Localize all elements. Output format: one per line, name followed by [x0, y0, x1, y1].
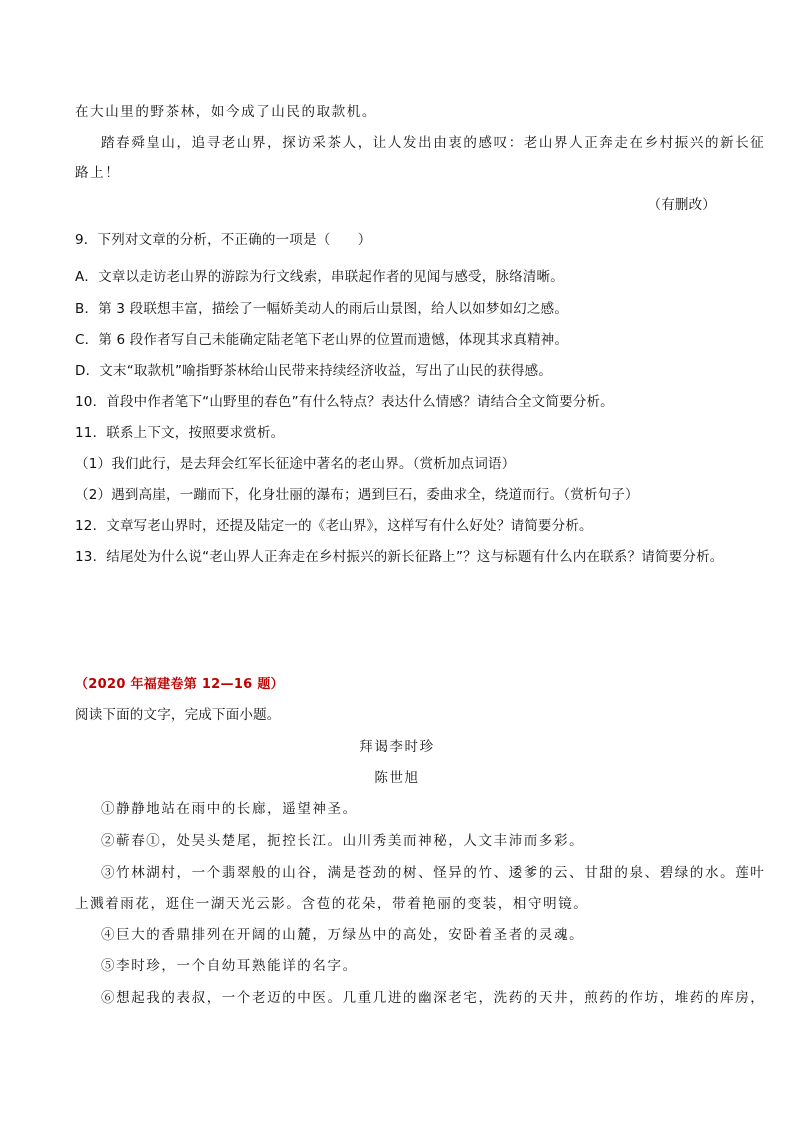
question-11-part-1: （1）我们此行，是去拜会红军长征途中著名的老山界。（赏析加点词语） — [75, 456, 516, 472]
question-12: 12．文章写老山界时，还提及陆定一的《老山界》，这样写有什么好处？请简要分析。 — [75, 518, 593, 534]
question-9: 9．下列对文章的分析，不正确的一项是（ ） — [75, 232, 372, 248]
paragraph-6-line-1: ⑥想起我的表叔，一个老迈的中医。几重几进的幽深老宅，洗药的天井，煎药的作坊，堆药的库房， — [101, 990, 766, 1006]
article-author: 陈世旭 — [374, 770, 420, 786]
passage-line: 在大山里的野茶林，如今成了山民的取款机。 — [75, 104, 377, 120]
reading-instruction: 阅读下面的文字，完成下面小题。 — [75, 707, 281, 723]
paragraph-1: ①静静地站在雨中的长廊，遥望神圣。 — [101, 801, 358, 817]
question-13: 13．结尾处为什么说“老山界人正奔走在乡村振兴的新长征路上”？这与标题有什么内在联系？请简要分析。 — [75, 549, 724, 565]
source-note: （有删改） — [647, 197, 716, 213]
article-title: 拜谒李时珍 — [359, 739, 435, 755]
passage-line: 路上！ — [75, 165, 121, 181]
section-source-tag: （2020 年福建卷第 12—16 题） — [75, 677, 284, 692]
option-c: C．第 6 段作者写自己未能确定陆老笔下老山界的位置而遗憾，体现其求真精神。 — [75, 332, 569, 348]
question-11: 11．联系上下文，按照要求赏析。 — [75, 425, 285, 441]
paragraph-2: ②蕲春①，处吴头楚尾，扼控长江。山川秀美而神秘，人文丰沛而多彩。 — [101, 833, 585, 849]
option-a: A．文章以走访老山界的游踪为行文线索，串联起作者的见闻与感受，脉络清晰。 — [75, 269, 564, 285]
paragraph-3-line-1: ③竹林湖村，一个翡翠般的山谷，满是苍劲的树、怪异的竹、逶爹的云、甘甜的泉、碧绿的水。莲叶 — [101, 865, 766, 881]
option-d: D．文末“取款机”喻指野茶林给山民带来持续经济收益，写出了山民的获得感。 — [75, 363, 553, 379]
question-10: 10．首段中作者笔下“山野里的春色”有什么特点？表达什么情感？请结合全文简要分析。 — [75, 394, 614, 410]
paragraph-5: ⑤李时珍，一个自幼耳熟能详的名字。 — [101, 958, 358, 974]
paragraph-4: ④巨大的香鼎排列在开阔的山麓，万绿丛中的高处，安卧着圣者的灵魂。 — [101, 927, 585, 943]
option-b: B．第 3 段联想丰富，描绘了一幅娇美动人的雨后山景图，给人以如梦如幻之感。 — [75, 301, 569, 317]
question-11-part-2: （2）遇到高崖，一蹦而下，化身壮丽的瀑布；遇到巨石，委曲求全，绕道而行。（赏析句子） — [75, 487, 639, 503]
passage-line: 踏春舜皇山，追寻老山界，探访采茶人，让人发出由衷的感叹：老山界人正奔走在乡村振兴的新长征 — [101, 135, 766, 151]
paragraph-3-line-2: 上溅着雨花，逛住一湖天光云影。含苞的花朵，带着艳丽的变装，相守明镜。 — [75, 896, 589, 912]
